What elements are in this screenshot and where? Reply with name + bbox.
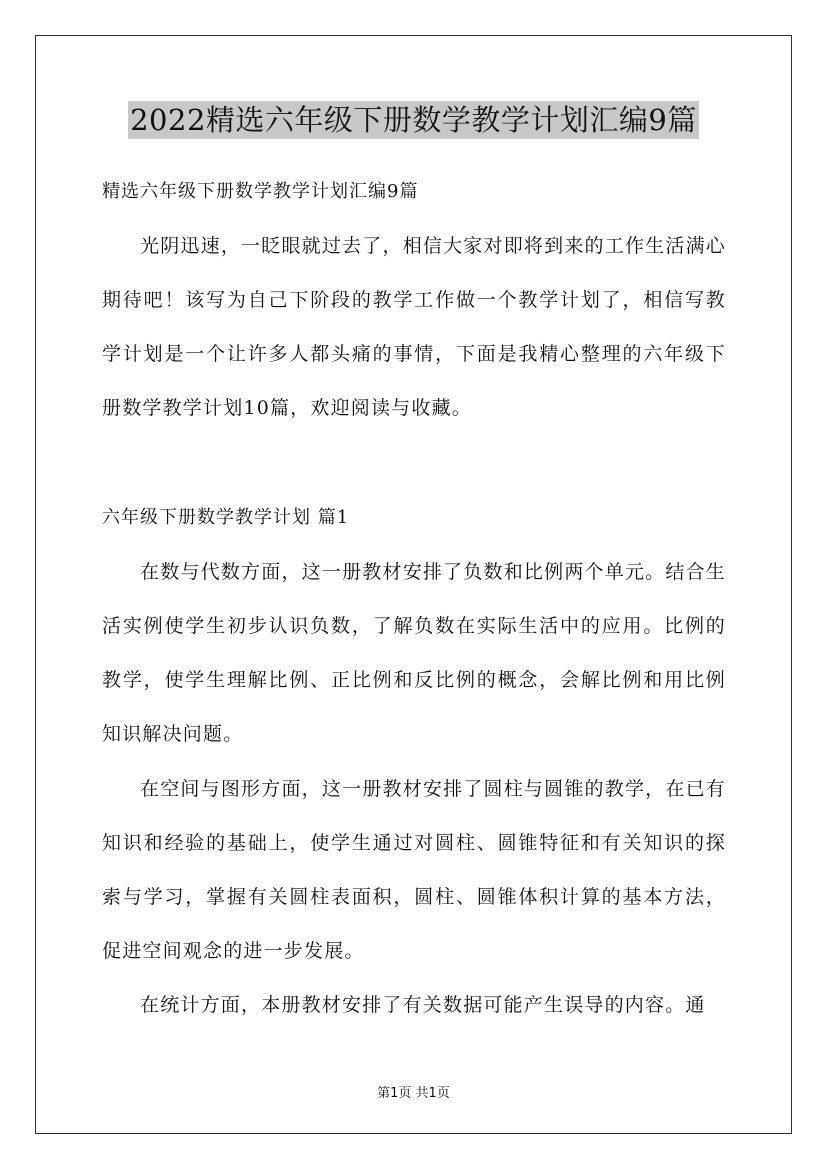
body-paragraph-3: 在统计方面，本册教材安排了有关数据可能产生误导的内容。通 xyxy=(140,994,706,1016)
section-heading: 六年级下册数学教学计划 篇1 xyxy=(102,507,350,528)
page-footer: 第1页 共1页 xyxy=(377,1086,450,1101)
document-title xyxy=(0,100,827,140)
body-paragraph-2: 在空间与图形方面，这一册教材安排了圆柱与圆锥的教学，在已有知识和经验的基础上，使学生通过对圆柱、圆锥特征和有关知识的探索与学习，掌握有关圆柱表面积，圆柱、圆锥体积计算的基本方法，促进空间观念的进一步发展。 xyxy=(102,778,726,962)
intro-paragraph: 光阴迅速，一眨眼就过去了，相信大家对即将到来的工作生活满心期待吧！该写为自己下阶段的教学工作做一个教学计划了，相信写教学计划是一个让许多人都头痛的事情，下面是我精心整理的六年级下册数学教学计划10篇，欢迎阅读与收藏。 xyxy=(102,235,726,419)
title-text: 2022精选六年级下册数学教学计划汇编9篇 xyxy=(130,103,697,137)
document-subtitle: 精选六年级下册数学教学计划汇编9篇 xyxy=(102,181,419,202)
body-paragraph-1: 在数与代数方面，这一册教材安排了负数和比例两个单元。结合生活实例使学生初步认识负数，了解负数在实际生活中的应用。比例的教学，使学生理解比例、正比例和反比例的概念，会解比例和用比例知识解决问题。 xyxy=(102,561,726,745)
